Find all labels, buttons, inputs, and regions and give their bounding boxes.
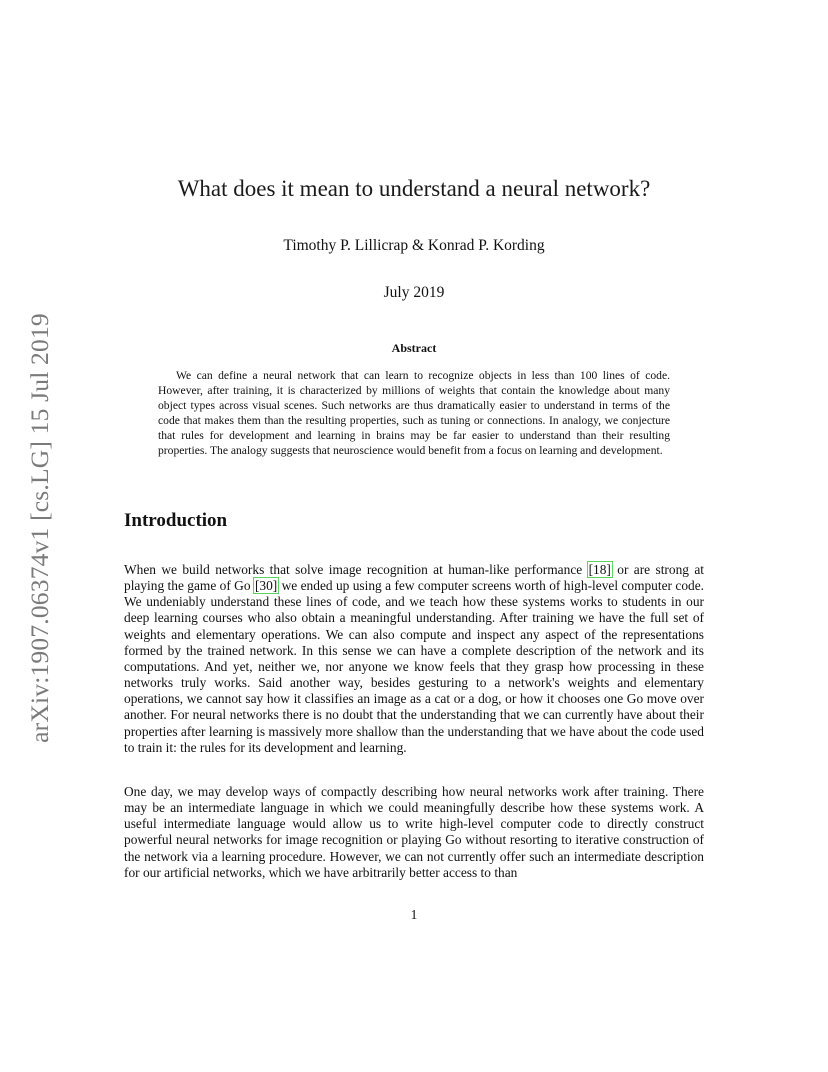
- section-heading-introduction: Introduction: [124, 510, 228, 531]
- page-number: 1: [410, 907, 418, 922]
- paragraph-text: or are strong at playing the game of Go: [124, 562, 704, 594]
- citation-link-18[interactable]: [18]: [588, 562, 611, 577]
- abstract-heading: Abstract: [391, 341, 437, 355]
- paper-authors: Timothy P. Lillicrap & Konrad P. Kording: [283, 237, 545, 254]
- paper-title: What does it mean to understand a neural network?: [177, 176, 651, 201]
- paper-date: July 2019: [383, 284, 445, 301]
- paragraph-text: we ended up using a few computer screens worth of high-level computer code. We undeniably understand these lines of code, and we teach how these systems works to students in our deep learning courses who also obtain a meaningful understanding. After training we have the full set of weights and elementary operations. We can also compute and inspect any aspect of the representations formed by the trained network. In this sense we can have a complete description of the network and its computations. And yet, neither we, nor anyone we know feels that they grasp how processing in these networks truly works. Said another way, besides gesturing to a network's weights and elementary operations, we cannot say how it classifies an image as a cat or a dog, or how it chooses one Go move over another. For neural networks there is no doubt that the understanding that we can currently have about their properties after learning is massively more shallow than the understanding that we have about the code used to train it: the rules for its development and learning.: [124, 578, 705, 755]
- citation-link-30[interactable]: [30]: [254, 578, 278, 594]
- abstract-body: We can define a neural network that can learn to recognize objects in less than 100 lines of code. However, after training, it is characterized by millions of weights that contain the knowledge about many object types across visual scenes. Such networks are thus dramatically easier to understand in terms of the code that makes them than the resulting properties, such as tuning or connections. In analogy, we conjecture that rules for development and learning in brains may be far easier to understand than their resulting properties. The analogy suggests that neuroscience would benefit from a focus on learning and development.: [158, 369, 670, 457]
- arxiv-identifier-stamp: arXiv:1907.06374v1 [cs.LG] 15 Jul 2019: [25, 313, 54, 743]
- introduction-paragraph-2: One day, we may develop ways of compactly describing how neural networks work after training. There may be an intermediate language in which we could meaningfully describe how these systems work. A useful intermediate language would allow us to write high-level computer code to directly construct powerful neural networks for image recognition or playing Go without resorting to iterative construction of the network via a learning procedure. However, we can not currently offer such an intermediate description for our artificial networks, which we have arbitrarily better access to than: [124, 784, 704, 880]
- paragraph-text: When we build networks that solve image recognition at human-like performance: [124, 562, 588, 577]
- introduction-paragraph-1: [124, 562, 704, 756]
